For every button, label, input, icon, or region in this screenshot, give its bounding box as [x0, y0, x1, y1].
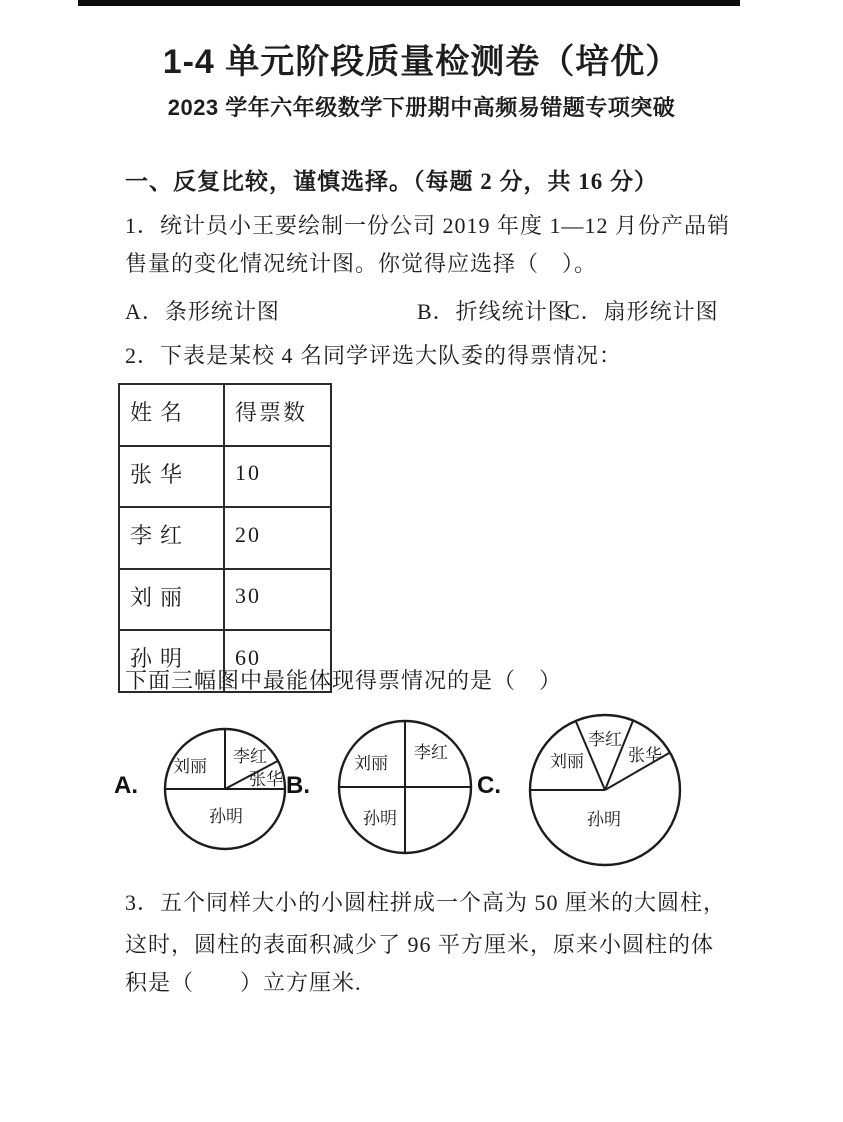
- question-3-line-3: 积是（ ）立方厘米.: [125, 970, 362, 995]
- question-1-option-c: C．扇形统计图: [565, 299, 719, 324]
- pie-sector-label: 张华: [628, 746, 662, 765]
- cell-name: 张华: [119, 446, 224, 508]
- cell-votes: 30: [224, 569, 331, 631]
- pie-chart-a: [165, 729, 285, 849]
- question-3-line-2: 这时，圆柱的表面积减少了 96 平方厘米，原来小圆柱的体: [125, 932, 715, 957]
- cell-votes: 10: [224, 446, 331, 508]
- question-1-option-b: B．折线统计图: [417, 299, 571, 324]
- question-3-line-1: 3．五个同样大小的小圆柱拼成一个高为 50 厘米的大圆柱，: [125, 890, 727, 915]
- pie-sector-label: 刘丽: [173, 757, 207, 776]
- question-2-prompt: 下面三幅图中最能体现得票情况的是（ ）: [125, 668, 563, 693]
- pie-sector-label: 孙明: [209, 807, 243, 826]
- question-1-line-1: 1．统计员小王要绘制一份公司 2019 年度 1—12 月份产品销: [125, 213, 731, 238]
- pie-option-letter-a: A.: [114, 772, 138, 799]
- pie-sector-label: 孙明: [363, 809, 397, 828]
- pie-chart-b: [339, 721, 471, 853]
- question-2-intro: 2．下表是某校 4 名同学评选大队委的得票情况：: [125, 343, 623, 368]
- pie-sector-label: 刘丽: [550, 752, 584, 771]
- pie-chart-c: [530, 715, 680, 865]
- pie-sector-label: 张华: [249, 770, 283, 789]
- page-title: 1-4 单元阶段质量检测卷（培优）: [162, 43, 681, 81]
- pie-option-letter-b: B.: [286, 772, 310, 799]
- question-1-line-2: 售量的变化情况统计图。你觉得应选择（ ）。: [125, 251, 598, 276]
- header-name: 姓名: [119, 384, 224, 446]
- pie-sector-label: 孙明: [587, 810, 621, 829]
- pie-sector-label: 李红: [414, 743, 448, 762]
- pie-sector-label: 刘丽: [354, 754, 388, 773]
- page-subtitle: 2023 学年六年级数学下册期中高频易错题专项突破: [167, 95, 676, 120]
- cell-name: 孙明: [119, 630, 224, 692]
- cell-votes: 20: [224, 507, 331, 569]
- cell-votes: 60: [224, 630, 331, 692]
- cell-name: 刘丽: [119, 569, 224, 631]
- section-heading: 一、反复比较，谨慎选择。（每题 2 分，共 16 分）: [125, 169, 658, 194]
- pie-option-letter-c: C.: [477, 772, 501, 799]
- pie-sector-label: 李红: [588, 730, 622, 749]
- cell-name: 李红: [119, 507, 224, 569]
- header-votes: 得票数: [224, 384, 331, 446]
- pie-sector-label: 李红: [233, 747, 267, 766]
- question-1-option-a: A．条形统计图: [125, 299, 280, 324]
